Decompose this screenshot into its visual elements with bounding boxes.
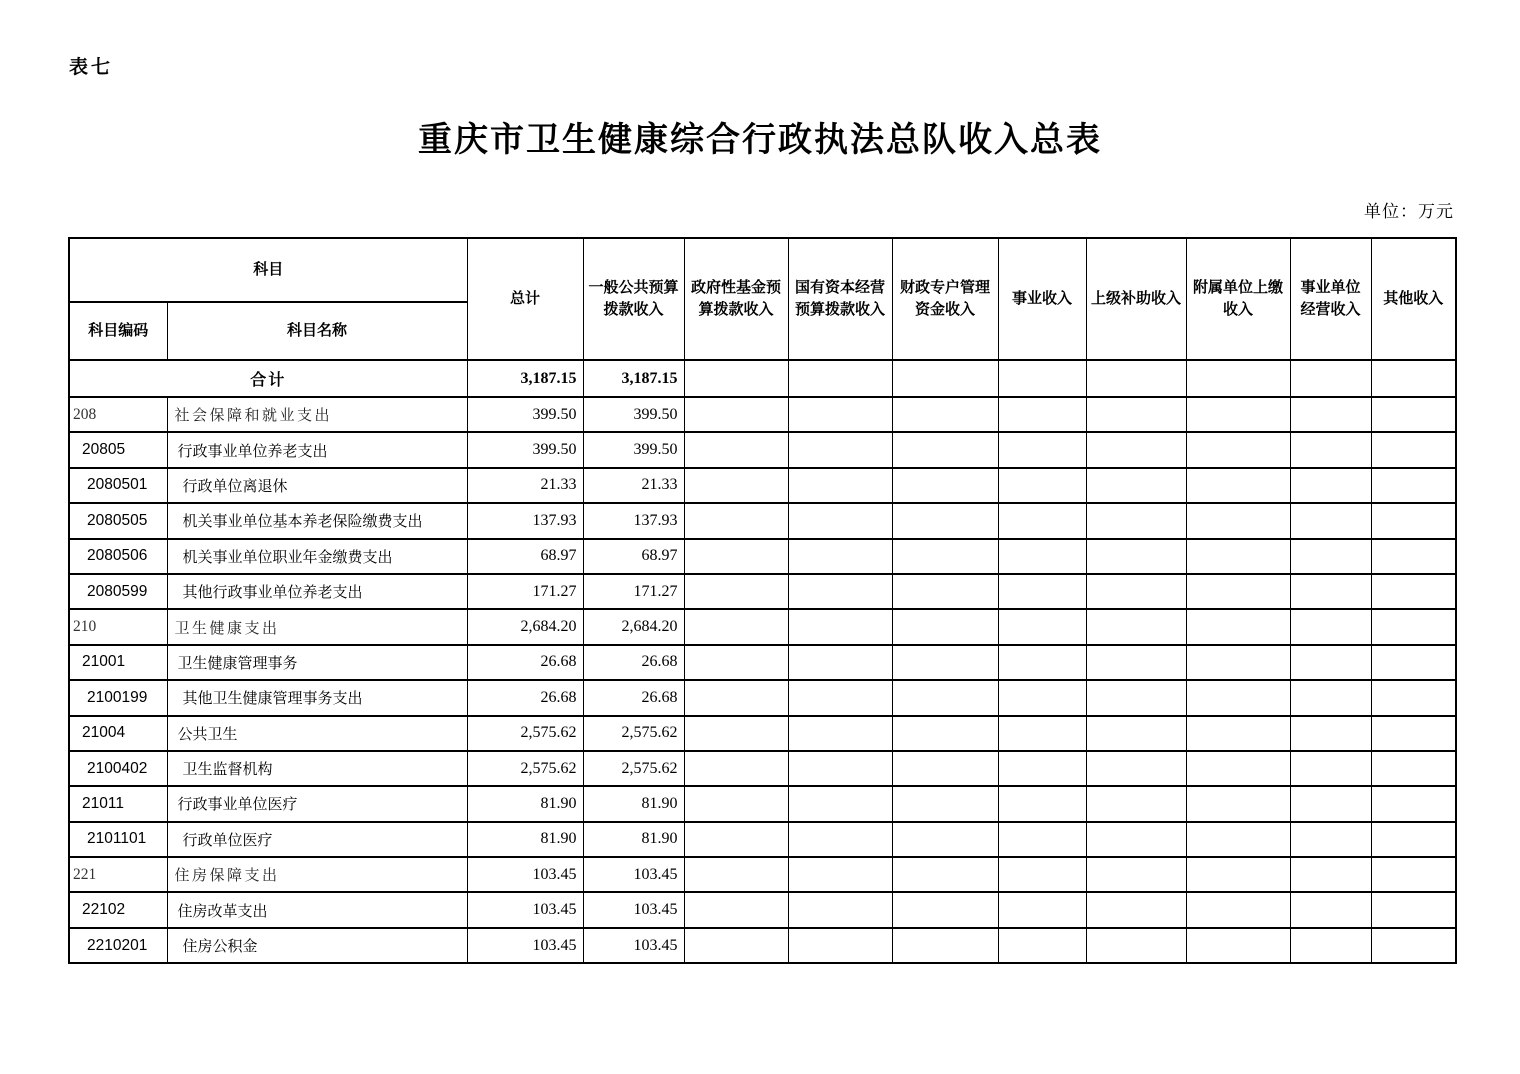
- empty-cell: [1371, 892, 1456, 927]
- empty-cell: [684, 822, 788, 857]
- empty-cell: [998, 716, 1086, 751]
- empty-cell: [892, 609, 998, 644]
- empty-cell: [1186, 892, 1290, 927]
- table-row: [69, 397, 1456, 432]
- general-budget-cell: 26.68: [583, 680, 684, 715]
- empty-cell: [1186, 751, 1290, 786]
- empty-cell: [892, 716, 998, 751]
- empty-cell: [1290, 468, 1371, 503]
- header-col-3: 政府性基金预算拨款收入: [684, 238, 788, 360]
- empty-cell: [1186, 822, 1290, 857]
- empty-cell: [1371, 857, 1456, 892]
- total-cell: 21.33: [467, 468, 583, 503]
- empty-cell: [788, 892, 892, 927]
- empty-cell: [1186, 397, 1290, 432]
- empty-cell: [1290, 751, 1371, 786]
- empty-cell: [998, 397, 1086, 432]
- empty-cell: [684, 680, 788, 715]
- empty-cell: [1186, 432, 1290, 467]
- empty-cell: [1186, 539, 1290, 574]
- empty-cell: [684, 397, 788, 432]
- empty-cell: [1290, 432, 1371, 467]
- general-budget-cell: 2,575.62: [583, 716, 684, 751]
- general-budget-cell: 171.27: [583, 574, 684, 609]
- subject-code-cell: 2080501: [69, 468, 167, 503]
- empty-cell: [998, 857, 1086, 892]
- subject-name-cell: 机关事业单位职业年金缴费支出: [167, 539, 467, 574]
- empty-cell: [998, 468, 1086, 503]
- header-subject-code: 科目编码: [69, 302, 167, 360]
- table-number-label: 表七: [69, 57, 114, 78]
- empty-cell: [788, 539, 892, 574]
- total-cell: 137.93: [467, 503, 583, 538]
- empty-cell: [1186, 928, 1290, 963]
- empty-cell: [892, 892, 998, 927]
- general-budget-cell: 81.90: [583, 786, 684, 821]
- total-sum-cell: 3,187.15: [467, 360, 583, 397]
- empty-cell: [684, 857, 788, 892]
- subject-name-cell: 行政单位离退休: [167, 468, 467, 503]
- empty-cell: [1290, 716, 1371, 751]
- total-row-label: 合计: [69, 360, 467, 397]
- empty-cell: [1086, 680, 1186, 715]
- empty-cell: [788, 503, 892, 538]
- header-col-8: 附属单位上缴收入: [1186, 238, 1290, 360]
- subject-code-cell: 22102: [69, 892, 167, 927]
- empty-cell: [788, 609, 892, 644]
- empty-cell: [892, 786, 998, 821]
- total-cell: 26.68: [467, 645, 583, 680]
- subject-code-cell: 2100402: [69, 751, 167, 786]
- empty-cell: [788, 716, 892, 751]
- empty-cell: [892, 397, 998, 432]
- table-row: [69, 716, 1456, 751]
- empty-cell: [998, 751, 1086, 786]
- empty-cell: [1186, 503, 1290, 538]
- empty-cell: [1086, 857, 1186, 892]
- empty-cell: [1371, 574, 1456, 609]
- general-budget-cell: 399.50: [583, 432, 684, 467]
- table-row: [69, 680, 1456, 715]
- subject-code-cell: 2100199: [69, 680, 167, 715]
- empty-cell: [1290, 892, 1371, 927]
- general-budget-cell: 137.93: [583, 503, 684, 538]
- empty-cell: [1086, 539, 1186, 574]
- header-col-9: 事业单位经营收入: [1290, 238, 1371, 360]
- total-cell: 81.90: [467, 786, 583, 821]
- empty-cell: [1086, 716, 1186, 751]
- empty-cell: [998, 645, 1086, 680]
- empty-cell: [1371, 539, 1456, 574]
- empty-cell: [1371, 786, 1456, 821]
- empty-cell: [684, 574, 788, 609]
- total-cell: 103.45: [467, 857, 583, 892]
- general-budget-cell: 81.90: [583, 822, 684, 857]
- general-budget-cell: 103.45: [583, 928, 684, 963]
- subject-name-cell: 住房保障支出: [167, 857, 467, 892]
- empty-cell: [1371, 751, 1456, 786]
- empty-cell: [892, 928, 998, 963]
- empty-cell: [788, 432, 892, 467]
- empty-cell: [1186, 857, 1290, 892]
- empty-cell: [1086, 822, 1186, 857]
- empty-cell: [1086, 786, 1186, 821]
- general-budget-cell: 103.45: [583, 892, 684, 927]
- subject-code-cell: 208: [69, 397, 167, 432]
- empty-cell: [998, 432, 1086, 467]
- empty-cell: [1371, 503, 1456, 538]
- general-budget-sum-cell: 3,187.15: [583, 360, 684, 397]
- empty-cell: [1290, 857, 1371, 892]
- table-row: [69, 609, 1456, 644]
- empty-cell: [1290, 645, 1371, 680]
- empty-cell: [892, 645, 998, 680]
- empty-cell: [1086, 928, 1186, 963]
- general-budget-cell: 2,684.20: [583, 609, 684, 644]
- header-col-4: 国有资本经营预算拨款收入: [788, 238, 892, 360]
- total-cell: 2,575.62: [467, 716, 583, 751]
- general-budget-cell: 2,575.62: [583, 751, 684, 786]
- empty-cell: [1371, 928, 1456, 963]
- empty-cell: [1186, 609, 1290, 644]
- empty-cell: [998, 928, 1086, 963]
- empty-cell: [1290, 539, 1371, 574]
- empty-cell: [684, 503, 788, 538]
- table-row: [69, 857, 1456, 892]
- empty-cell: [788, 468, 892, 503]
- empty-cell: [892, 574, 998, 609]
- empty-cell: [788, 822, 892, 857]
- subject-name-cell: 行政事业单位医疗: [167, 786, 467, 821]
- empty-cell: [684, 786, 788, 821]
- empty-cell: [892, 503, 998, 538]
- subject-name-cell: 社会保障和就业支出: [167, 397, 467, 432]
- header-col-2: 一般公共预算拨款收入: [583, 238, 684, 360]
- empty-cell: [1371, 645, 1456, 680]
- empty-cell: [1290, 786, 1371, 821]
- empty-cell: [1290, 822, 1371, 857]
- header-col-1: 总计: [467, 238, 583, 360]
- empty-cell: [684, 360, 788, 397]
- empty-cell: [998, 360, 1086, 397]
- empty-cell: [1086, 645, 1186, 680]
- subject-code-cell: 21004: [69, 716, 167, 751]
- empty-cell: [684, 468, 788, 503]
- header-col-5: 财政专户管理资金收入: [892, 238, 998, 360]
- empty-cell: [998, 822, 1086, 857]
- subject-code-cell: 2080506: [69, 539, 167, 574]
- empty-cell: [892, 432, 998, 467]
- empty-cell: [998, 680, 1086, 715]
- empty-cell: [892, 751, 998, 786]
- empty-cell: [788, 680, 892, 715]
- empty-cell: [892, 360, 998, 397]
- subject-name-cell: 卫生监督机构: [167, 751, 467, 786]
- empty-cell: [1371, 822, 1456, 857]
- subject-code-cell: 2210201: [69, 928, 167, 963]
- empty-cell: [684, 751, 788, 786]
- subject-code-cell: 21011: [69, 786, 167, 821]
- table-row: [69, 432, 1456, 467]
- empty-cell: [1290, 609, 1371, 644]
- subject-code-cell: 20805: [69, 432, 167, 467]
- table-body: [69, 360, 1456, 963]
- table-row: [69, 892, 1456, 927]
- empty-cell: [788, 397, 892, 432]
- subject-code-cell: 2101101: [69, 822, 167, 857]
- empty-cell: [892, 468, 998, 503]
- unit-note: 单位：万元: [1364, 202, 1454, 221]
- total-cell: 103.45: [467, 928, 583, 963]
- empty-cell: [892, 857, 998, 892]
- empty-cell: [1371, 432, 1456, 467]
- empty-cell: [684, 609, 788, 644]
- empty-cell: [1186, 574, 1290, 609]
- header-row-top: [69, 238, 1456, 302]
- empty-cell: [684, 892, 788, 927]
- empty-cell: [1086, 751, 1186, 786]
- empty-cell: [892, 539, 998, 574]
- empty-cell: [684, 716, 788, 751]
- total-row: [69, 360, 1456, 397]
- empty-cell: [1371, 397, 1456, 432]
- table-row: [69, 822, 1456, 857]
- table-row: [69, 503, 1456, 538]
- empty-cell: [1290, 680, 1371, 715]
- total-cell: 81.90: [467, 822, 583, 857]
- empty-cell: [684, 539, 788, 574]
- empty-cell: [788, 751, 892, 786]
- income-summary-table: [68, 237, 1457, 964]
- page-title: 重庆市卫生健康综合行政执法总队收入总表: [418, 122, 1102, 159]
- empty-cell: [998, 574, 1086, 609]
- total-cell: 399.50: [467, 432, 583, 467]
- empty-cell: [1371, 716, 1456, 751]
- total-cell: 68.97: [467, 539, 583, 574]
- subject-name-cell: 卫生健康支出: [167, 609, 467, 644]
- general-budget-cell: 26.68: [583, 645, 684, 680]
- empty-cell: [1186, 468, 1290, 503]
- total-cell: 26.68: [467, 680, 583, 715]
- empty-cell: [684, 432, 788, 467]
- empty-cell: [1186, 360, 1290, 397]
- subject-name-cell: 行政事业单位养老支出: [167, 432, 467, 467]
- empty-cell: [788, 574, 892, 609]
- empty-cell: [1086, 574, 1186, 609]
- empty-cell: [1186, 680, 1290, 715]
- empty-cell: [1086, 432, 1186, 467]
- empty-cell: [1290, 397, 1371, 432]
- total-cell: 2,575.62: [467, 751, 583, 786]
- general-budget-cell: 68.97: [583, 539, 684, 574]
- empty-cell: [1086, 397, 1186, 432]
- table-row: [69, 751, 1456, 786]
- empty-cell: [788, 645, 892, 680]
- empty-cell: [788, 928, 892, 963]
- subject-name-cell: 住房改革支出: [167, 892, 467, 927]
- table-row: [69, 539, 1456, 574]
- general-budget-cell: 399.50: [583, 397, 684, 432]
- empty-cell: [1290, 574, 1371, 609]
- total-cell: 399.50: [467, 397, 583, 432]
- header-col-10: 其他收入: [1371, 238, 1456, 360]
- header-col-7: 上级补助收入: [1086, 238, 1186, 360]
- subject-name-cell: 公共卫生: [167, 716, 467, 751]
- empty-cell: [892, 822, 998, 857]
- empty-cell: [1371, 468, 1456, 503]
- empty-cell: [998, 786, 1086, 821]
- empty-cell: [998, 503, 1086, 538]
- header-subject-group: 科目: [69, 238, 467, 302]
- empty-cell: [1086, 468, 1186, 503]
- empty-cell: [1086, 609, 1186, 644]
- total-cell: 171.27: [467, 574, 583, 609]
- empty-cell: [998, 539, 1086, 574]
- subject-name-cell: 行政单位医疗: [167, 822, 467, 857]
- table-row: [69, 645, 1456, 680]
- empty-cell: [1371, 680, 1456, 715]
- empty-cell: [1290, 928, 1371, 963]
- total-cell: 103.45: [467, 892, 583, 927]
- table-row: [69, 468, 1456, 503]
- subject-name-cell: 其他行政事业单位养老支出: [167, 574, 467, 609]
- empty-cell: [1086, 360, 1186, 397]
- general-budget-cell: 21.33: [583, 468, 684, 503]
- table-row: [69, 574, 1456, 609]
- subject-code-cell: 2080599: [69, 574, 167, 609]
- subject-name-cell: 住房公积金: [167, 928, 467, 963]
- empty-cell: [1086, 503, 1186, 538]
- empty-cell: [1186, 786, 1290, 821]
- subject-code-cell: 221: [69, 857, 167, 892]
- empty-cell: [892, 680, 998, 715]
- subject-name-cell: 卫生健康管理事务: [167, 645, 467, 680]
- empty-cell: [1290, 360, 1371, 397]
- empty-cell: [788, 360, 892, 397]
- subject-name-cell: 机关事业单位基本养老保险缴费支出: [167, 503, 467, 538]
- empty-cell: [1186, 716, 1290, 751]
- general-budget-cell: 103.45: [583, 857, 684, 892]
- empty-cell: [998, 609, 1086, 644]
- empty-cell: [1371, 609, 1456, 644]
- table-row: [69, 786, 1456, 821]
- table-row: [69, 928, 1456, 963]
- subject-code-cell: 21001: [69, 645, 167, 680]
- empty-cell: [1290, 503, 1371, 538]
- empty-cell: [684, 645, 788, 680]
- header-subject-name: 科目名称: [167, 302, 467, 360]
- empty-cell: [684, 928, 788, 963]
- empty-cell: [1086, 892, 1186, 927]
- subject-code-cell: 2080505: [69, 503, 167, 538]
- empty-cell: [1371, 360, 1456, 397]
- empty-cell: [788, 786, 892, 821]
- empty-cell: [1186, 645, 1290, 680]
- subject-code-cell: 210: [69, 609, 167, 644]
- empty-cell: [788, 857, 892, 892]
- header-col-6: 事业收入: [998, 238, 1086, 360]
- empty-cell: [998, 892, 1086, 927]
- subject-name-cell: 其他卫生健康管理事务支出: [167, 680, 467, 715]
- total-cell: 2,684.20: [467, 609, 583, 644]
